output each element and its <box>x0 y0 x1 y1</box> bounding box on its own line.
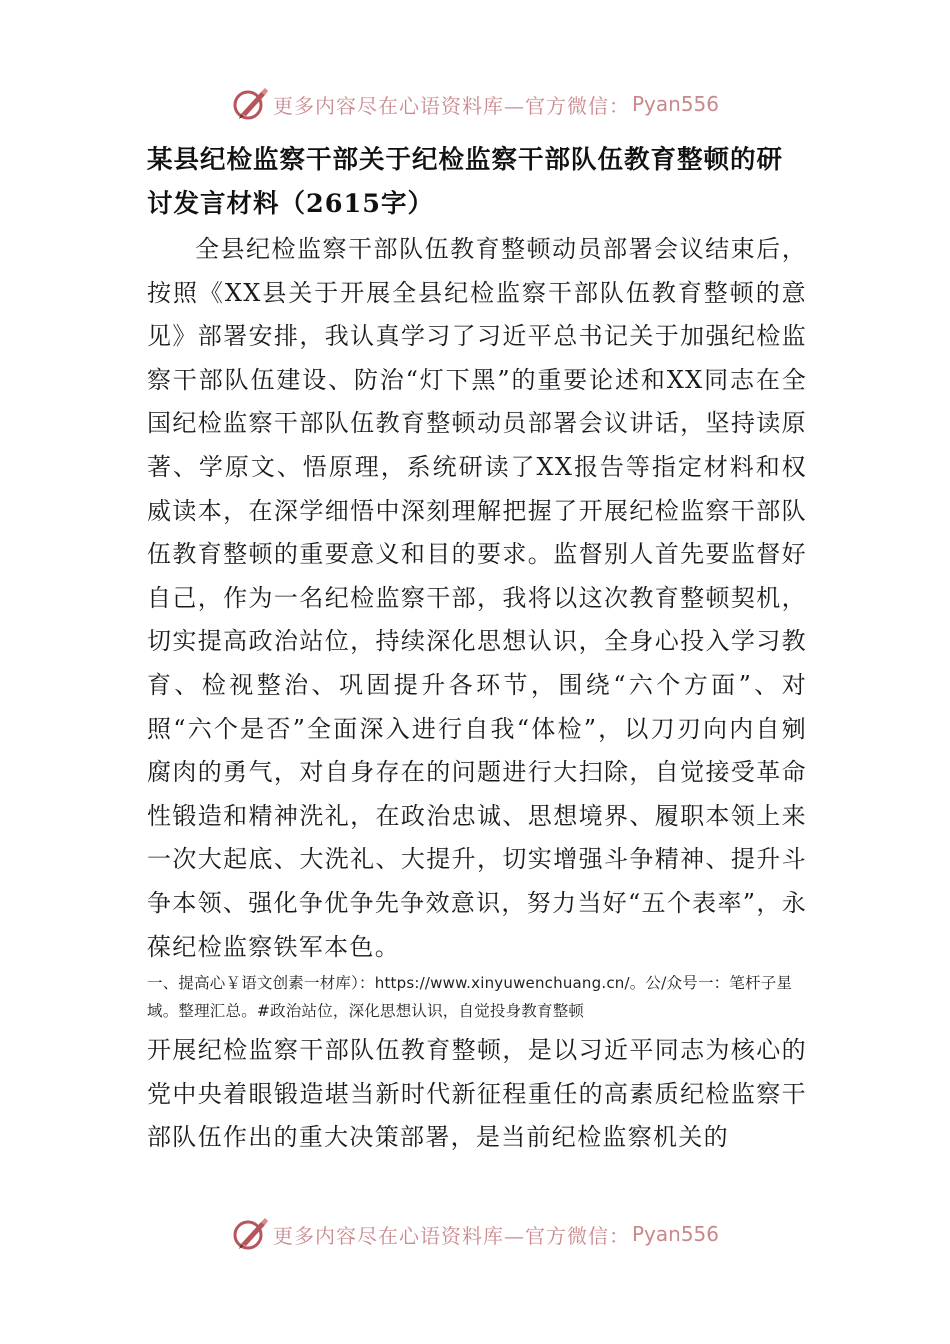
watermark-banner-top <box>0 82 950 126</box>
banner-wechat-id: Pyan556 <box>631 92 719 116</box>
note-prefix: 一、提高心￥语文创素一材库）： <box>147 974 375 993</box>
banner-wechat-id: Pyan556 <box>631 1222 719 1246</box>
pen-logo-icon <box>231 84 271 124</box>
note-url: https://www.xinyuwenchuang.cn/ <box>374 974 630 993</box>
document-body <box>147 138 807 1160</box>
banner-text: 更多内容尽在心语资料库—官方微信： <box>272 1223 630 1248</box>
paragraph-intro: 全县纪检监察干部队伍教育整顿动员部署会议结束后，按照《XX县关于开展全县纪检监察干部队伍教育整顿的意见》部署安排，我认真学习了习近平总书记关于加强纪检监察干部队伍建设、防治“灯下黑”的重要论述和XX同志在全国纪检监察干部队伍教育整顿动员部署会议讲话，坚持读原著、学原文、悟原理，系统研读了XX报告等指定材料和权威读本，在深学细悟中深刻理解把握了开展纪检监察干部队伍教育整顿的重要意义和目的要求。监督别人首先要监督好自己，作为一名纪检监察干部，我将以这次教育整顿契机，切实提高政治站位，持续深化思想认识，全身心投入学习教育、检视整治、巩固提升各环节，围绕“六个方面”、对照“六个是否”全面深入进行自我“体检”，以刀刃向内自剜腐肉的勇气，对自身存在的问题进行大扫除，自觉接受革命性锻造和精神洗礼，在政治忠诚、思想境界、履职本领上来一次大起底、大洗礼、大提升，切实增强斗争精神、提升斗争本领、强化争优争先争效意识，努力当好“五个表率”，永葆纪检监察铁军本色。 <box>147 235 807 961</box>
section-heading-note <box>147 969 807 1025</box>
paragraph-section-one: 开展纪检监察干部队伍教育整顿，是以习近平同志为核心的党中央着眼锻造堪当新时代新征程重任的高素质纪检监察干部队伍作出的重大决策部署，是当前纪检监察机关的 <box>147 1036 807 1152</box>
pen-logo-icon <box>231 1214 271 1254</box>
note-suffix: 。公/众号一：笔杆子星域。整理汇总。#政治站位，深化思想认识，自觉投身教育整顿 <box>147 974 793 1021</box>
banner-text: 更多内容尽在心语资料库—官方微信： <box>272 93 630 118</box>
document-title: 某县纪检监察干部关于纪检监察干部队伍教育整顿的研讨发言材料（2615字） <box>147 145 784 219</box>
watermark-banner-bottom <box>0 1212 950 1256</box>
